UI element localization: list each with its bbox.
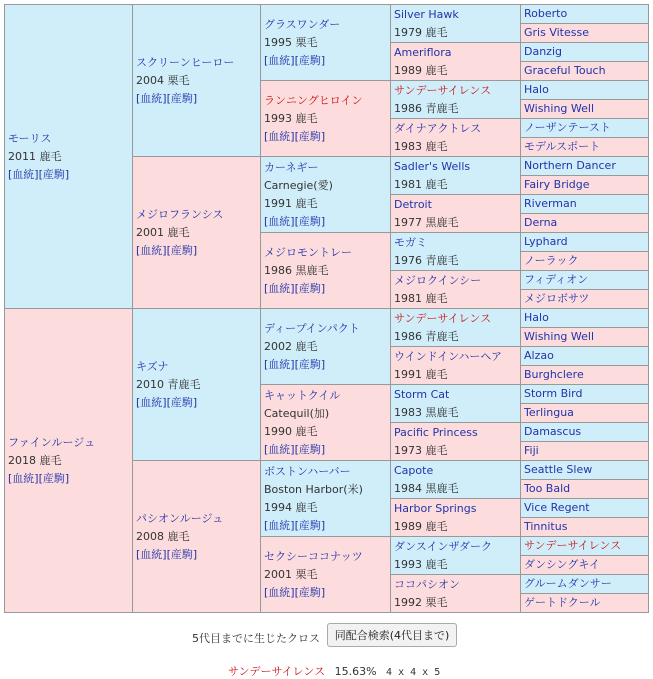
horse-year-color: 1993 鹿毛 xyxy=(394,557,448,571)
horse-name-link[interactable]: Harbor Springs xyxy=(394,501,477,515)
pedigree-progeny-links[interactable]: [血統][産駒] xyxy=(136,395,198,409)
horse-year-color: 1990 鹿毛 xyxy=(264,424,318,438)
pedigree-cell-gen3 xyxy=(261,157,391,233)
pedigree-cell-gen4 xyxy=(391,537,521,575)
pedigree-progeny-links[interactable]: [血統][産駒] xyxy=(264,129,326,143)
horse-name-link[interactable]: パシオンルージュ xyxy=(136,511,224,525)
cross-row xyxy=(228,663,440,679)
horse-name-link[interactable]: ノーラック xyxy=(524,254,579,267)
horse-name-link[interactable]: ノーザンテースト xyxy=(524,121,611,134)
horse-year-color: 1994 鹿毛 xyxy=(264,500,318,514)
horse-name-link[interactable]: メジロモントレー xyxy=(264,245,352,259)
horse-year-color: 2011 鹿毛 xyxy=(8,149,62,163)
horse-year-color: 1989 鹿毛 xyxy=(394,63,448,77)
horse-name-link[interactable]: ゲートドクール xyxy=(524,596,601,609)
horse-name-link[interactable]: Halo xyxy=(524,311,549,324)
pedigree-cell-gen4 xyxy=(391,575,521,613)
pedigree-progeny-links[interactable]: [血統][産駒] xyxy=(264,585,326,599)
horse-name-link[interactable]: メジロクインシー xyxy=(394,273,482,287)
horse-name-link[interactable]: Tinnitus xyxy=(524,520,568,533)
horse-name-link[interactable]: Storm Cat xyxy=(394,387,450,401)
pedigree-cell-gen5 xyxy=(521,5,649,24)
pedigree-cell-gen5 xyxy=(521,233,649,252)
pedigree-cell-gen5 xyxy=(521,271,649,290)
horse-year-color: 2018 鹿毛 xyxy=(8,453,62,467)
horse-year-color: 1993 鹿毛 xyxy=(264,111,318,125)
pedigree-cell-gen4 xyxy=(391,309,521,347)
pedigree-cell-gen3 xyxy=(261,233,391,309)
pedigree-cell-gen5 xyxy=(521,81,649,100)
horse-name-link[interactable]: Fairy Bridge xyxy=(524,178,590,191)
horse-name-link[interactable]: Fiji xyxy=(524,444,539,457)
horse-year-color: 1981 鹿毛 xyxy=(394,291,448,305)
pedigree-progeny-links[interactable]: [血統][産駒] xyxy=(136,547,198,561)
horse-year-color: 1995 栗毛 xyxy=(264,35,318,49)
horse-name-link[interactable]: Terlingua xyxy=(524,406,574,419)
horse-year-color: 2001 栗毛 xyxy=(264,567,318,581)
horse-name-link[interactable]: ウインドインハーヘア xyxy=(394,349,503,363)
horse-year-color: 2008 鹿毛 xyxy=(136,529,190,543)
pedigree-cell-gen5 xyxy=(521,385,649,404)
pedigree-cell-gen5 xyxy=(521,423,649,442)
horse-name-link[interactable]: Pacific Princess xyxy=(394,425,478,439)
pedigree-row xyxy=(5,5,649,24)
pedigree-row xyxy=(5,309,649,328)
horse-year-color: 2004 栗毛 xyxy=(136,73,190,87)
horse-name-link[interactable]: ダンスインザダーク xyxy=(394,539,493,553)
pedigree-progeny-links[interactable]: [血統][産駒] xyxy=(264,281,326,295)
pedigree-progeny-links[interactable]: [血統][産駒] xyxy=(264,442,326,456)
pedigree-cell-gen5 xyxy=(521,404,649,423)
horse-year-color: 1973 鹿毛 xyxy=(394,443,448,457)
horse-origin-name: Catequil(加) xyxy=(264,406,330,420)
pedigree-progeny-links[interactable]: [血統][産駒] xyxy=(136,91,198,105)
horse-year-color: 1984 黒鹿毛 xyxy=(394,481,459,495)
pedigree-cell-gen3 xyxy=(261,461,391,537)
pedigree-cell-gen5 xyxy=(521,347,649,366)
horse-year-color: 1983 黒鹿毛 xyxy=(394,405,459,419)
horse-name-link[interactable]: Vice Regent xyxy=(524,501,590,514)
cross-horse-link[interactable]: サンデーサイレンス xyxy=(228,665,326,678)
horse-name-link[interactable]: ボストンハーバー xyxy=(264,464,351,478)
horse-name-link[interactable]: ダンシングキイ xyxy=(524,558,600,571)
horse-name-link[interactable]: カーネギー xyxy=(264,160,319,174)
horse-name-link[interactable]: ダイナアクトレス xyxy=(394,121,482,135)
pedigree-cell-gen4 xyxy=(391,43,521,81)
pedigree-cell-gen3 xyxy=(261,309,391,385)
horse-name-link[interactable]: Alzao xyxy=(524,349,554,362)
pedigree-cell-gen5 xyxy=(521,290,649,309)
horse-name-link[interactable]: Burghclere xyxy=(524,368,584,381)
horse-name-link[interactable]: Northern Dancer xyxy=(524,159,616,172)
pedigree-cell-gen5 xyxy=(521,556,649,575)
pedigree-cell-gen5 xyxy=(521,252,649,271)
pedigree-cell-gen3 xyxy=(261,81,391,157)
pedigree-cell-gen5 xyxy=(521,575,649,594)
same-mating-search-button[interactable]: 同配合検索(4代目まで) xyxy=(327,623,457,647)
pedigree-cell-gen4 xyxy=(391,81,521,119)
horse-name-link[interactable]: Halo xyxy=(524,83,549,96)
horse-name-link[interactable]: メジロフランシス xyxy=(136,207,224,221)
horse-name-link[interactable]: Wishing Well xyxy=(524,330,595,343)
pedigree-cell-gen5 xyxy=(521,100,649,119)
pedigree-cell-gen5 xyxy=(521,119,649,138)
pedigree-cell-gen4 xyxy=(391,119,521,157)
pedigree-cell-gen2 xyxy=(133,5,261,157)
cross-pattern: 4 x 4 x 5 xyxy=(386,667,441,678)
pedigree-cell-gen2 xyxy=(133,157,261,309)
pedigree-cell-gen5 xyxy=(521,43,649,62)
horse-year-color: 1986 青鹿毛 xyxy=(394,101,459,115)
pedigree-cell-gen5 xyxy=(521,328,649,347)
pedigree-cell-gen5 xyxy=(521,138,649,157)
horse-year-color: 1986 青鹿毛 xyxy=(394,329,459,343)
horse-year-color: 1989 鹿毛 xyxy=(394,519,448,533)
horse-name-link[interactable]: Storm Bird xyxy=(524,387,583,400)
horse-year-color: 1986 黒鹿毛 xyxy=(264,263,329,277)
horse-year-color: 1991 鹿毛 xyxy=(394,367,448,381)
horse-name-link[interactable]: ディープインパクト xyxy=(264,321,360,335)
horse-name-link[interactable]: セクシーココナッツ xyxy=(264,549,363,563)
pedigree-cell-gen5 xyxy=(521,195,649,214)
horse-name-link[interactable]: モデルスポート xyxy=(524,140,601,153)
pedigree-cell-gen2 xyxy=(133,461,261,613)
pedigree-progeny-links[interactable]: [血統][産駒] xyxy=(264,53,326,67)
horse-name-link[interactable]: Derna xyxy=(524,216,558,229)
pedigree-cell-gen4 xyxy=(391,499,521,537)
horse-name-link[interactable]: モガミ xyxy=(394,235,427,249)
horse-name-link[interactable]: サンデーサイレンス xyxy=(394,311,492,325)
pedigree-cell-gen3 xyxy=(261,385,391,461)
horse-name-link[interactable]: メジロボサツ xyxy=(524,292,590,305)
horse-name-link[interactable]: Too Bald xyxy=(524,482,571,495)
horse-name-link[interactable]: サンデーサイレンス xyxy=(524,539,622,552)
pedigree-table xyxy=(4,4,649,613)
horse-year-color: 1976 青鹿毛 xyxy=(394,253,459,267)
pedigree-cell-gen5 xyxy=(521,366,649,385)
horse-name-link[interactable]: Detroit xyxy=(394,197,432,211)
horse-name-link[interactable]: Ameriflora xyxy=(394,45,452,59)
horse-name-link[interactable]: モーリス xyxy=(8,131,52,145)
pedigree-cell-gen5 xyxy=(521,537,649,556)
pedigree-cell-gen4 xyxy=(391,347,521,385)
pedigree-progeny-links[interactable]: [血統][産駒] xyxy=(8,167,70,181)
horse-year-color: 1979 鹿毛 xyxy=(394,25,448,39)
pedigree-cell-gen4 xyxy=(391,195,521,233)
horse-year-color: 2001 鹿毛 xyxy=(136,225,190,239)
horse-name-link[interactable]: Gris Vitesse xyxy=(524,26,589,39)
horse-year-color: 1983 鹿毛 xyxy=(394,139,448,153)
horse-year-color: 2010 青鹿毛 xyxy=(136,377,201,391)
pedigree-progeny-links[interactable]: [血統][産駒] xyxy=(264,518,326,532)
pedigree-cell-gen4 xyxy=(391,157,521,195)
pedigree-cell-gen5 xyxy=(521,499,649,518)
horse-name-link[interactable]: Riverman xyxy=(524,197,577,210)
pedigree-cell-gen3 xyxy=(261,537,391,613)
pedigree-cell-gen5 xyxy=(521,442,649,461)
horse-origin-name: Boston Harbor(米) xyxy=(264,482,363,496)
pedigree-progeny-links[interactable]: [血統][産駒] xyxy=(264,357,326,371)
pedigree-cell-gen5 xyxy=(521,176,649,195)
pedigree-cell-gen5 xyxy=(521,157,649,176)
pedigree-cell-gen5 xyxy=(521,309,649,328)
horse-origin-name: Carnegie(愛) xyxy=(264,178,333,192)
horse-name-link[interactable]: キズナ xyxy=(136,359,169,373)
pedigree-cell-gen4 xyxy=(391,233,521,271)
horse-name-link[interactable]: ファインルージュ xyxy=(8,435,96,449)
pedigree-cell-gen5 xyxy=(521,24,649,43)
horse-name-link[interactable]: フィディオン xyxy=(524,273,589,286)
cross-percent: 15.63% xyxy=(334,665,377,678)
horse-year-color: 1981 鹿毛 xyxy=(394,177,448,191)
pedigree-cell-gen4 xyxy=(391,385,521,423)
pedigree-progeny-links[interactable]: [血統][産駒] xyxy=(8,471,70,485)
pedigree-cell-gen5 xyxy=(521,594,649,613)
horse-name-link[interactable]: Lyphard xyxy=(524,235,568,248)
horse-name-link[interactable]: Sadler's Wells xyxy=(394,159,471,173)
horse-name-link[interactable]: サンデーサイレンス xyxy=(394,83,492,97)
pedigree-cell-gen5 xyxy=(521,518,649,537)
horse-name-link[interactable]: Seattle Slew xyxy=(524,463,593,476)
pedigree-cell-gen4 xyxy=(391,5,521,43)
pedigree-cell-gen4 xyxy=(391,423,521,461)
cross-label: 5代目までに生じたクロス xyxy=(192,632,320,645)
horse-name-link[interactable]: Danzig xyxy=(524,45,562,58)
pedigree-cell-gen5 xyxy=(521,62,649,81)
horse-year-color: 1992 栗毛 xyxy=(394,595,448,609)
horse-year-color: 1977 黒鹿毛 xyxy=(394,215,459,229)
pedigree-cell-gen5 xyxy=(521,461,649,480)
horse-name-link[interactable]: Damascus xyxy=(524,425,582,438)
pedigree-cell-gen1 xyxy=(5,309,133,613)
pedigree-cell-gen2 xyxy=(133,309,261,461)
horse-name-link[interactable]: グルームダンサー xyxy=(524,577,612,590)
horse-name-link[interactable]: キャットクイル xyxy=(264,388,341,402)
pedigree-cell-gen1 xyxy=(5,5,133,309)
horse-year-color: 2002 鹿毛 xyxy=(264,339,318,353)
pedigree-cell-gen5 xyxy=(521,480,649,499)
pedigree-cell-gen4 xyxy=(391,461,521,499)
pedigree-progeny-links[interactable]: [血統][産駒] xyxy=(264,214,326,228)
horse-year-color: 1991 鹿毛 xyxy=(264,196,318,210)
horse-name-link[interactable]: Capote xyxy=(394,463,434,477)
pedigree-body xyxy=(5,5,649,613)
horse-name-link[interactable]: Roberto xyxy=(524,7,568,20)
horse-name-link[interactable]: ランニングヒロイン xyxy=(264,93,363,107)
horse-name-link[interactable]: Graceful Touch xyxy=(524,64,606,77)
pedigree-cell-gen4 xyxy=(391,271,521,309)
horse-name-link[interactable]: ココパシオン xyxy=(394,577,460,591)
pedigree-cell-gen3 xyxy=(261,5,391,81)
horse-name-link[interactable]: スクリーンヒーロー xyxy=(136,55,235,69)
horse-name-link[interactable]: Wishing Well xyxy=(524,102,595,115)
horse-name-link[interactable]: グラスワンダー xyxy=(264,17,341,31)
pedigree-cell-gen5 xyxy=(521,214,649,233)
pedigree-progeny-links[interactable]: [血統][産駒] xyxy=(136,243,198,257)
horse-name-link[interactable]: Silver Hawk xyxy=(394,7,459,21)
